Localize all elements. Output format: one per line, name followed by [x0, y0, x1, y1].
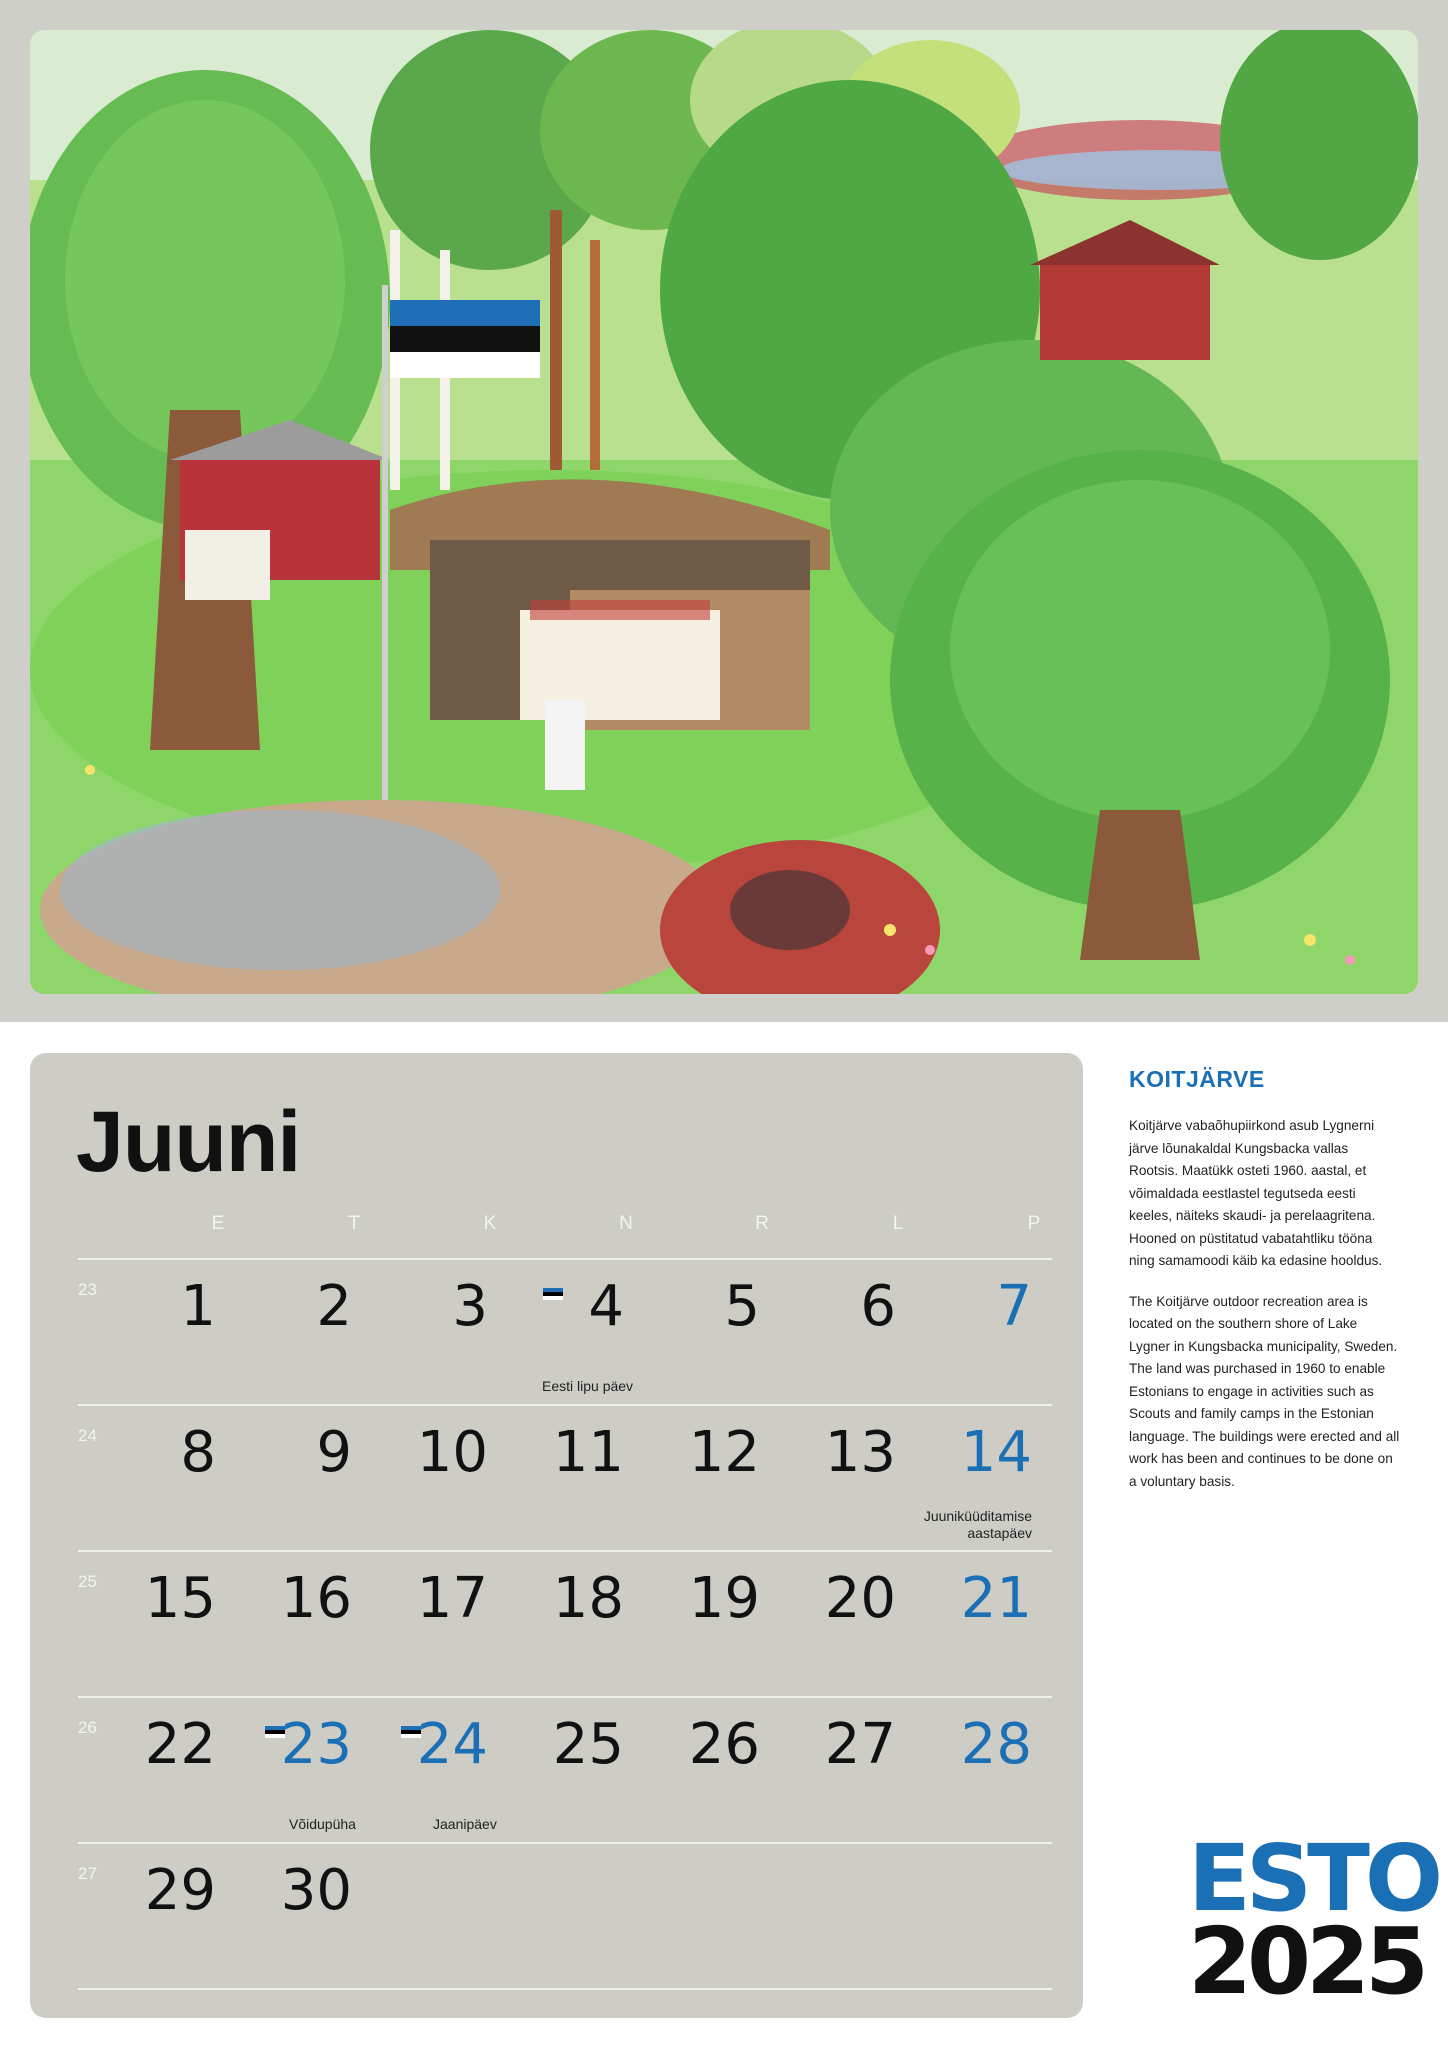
- calendar-panel: [30, 1053, 1083, 2018]
- day-cell-sunday: 14: [960, 1420, 1032, 1485]
- week-number: 27: [78, 1864, 97, 1883]
- esto-2025-logo: [1188, 1825, 1439, 2015]
- day-cell-holiday: 24: [416, 1712, 488, 1777]
- day-cell: 11: [552, 1420, 624, 1485]
- calendar-bottom-rule: [78, 1988, 1052, 1990]
- day-cell: 5: [724, 1274, 760, 1339]
- day-cell-holiday: 23: [280, 1712, 352, 1777]
- description-estonian: Koitjärve vabaõhupiirkond asub Lygnerni järve lõunakaldal Kungsbacka vallas Rootsis. Maatükk osteti 1960. aastal, et võimaldada eestlastel tegutseda eesti keeles, näiteks skaudi- ja perelaagritena. Hooned on püstitatud vabatahtliku tööna ning samamoodi käib ka edasine hooldus.: [1129, 1118, 1383, 1268]
- side-column: [1129, 1066, 1401, 1511]
- week-row-23: [78, 1258, 1052, 1406]
- week-row-27: [78, 1842, 1052, 1990]
- day-cell: 10: [416, 1420, 488, 1485]
- watercolor-illustration: [30, 30, 1418, 994]
- weekday-sat: L: [892, 1213, 904, 1234]
- description-english: The Koitjärve outdoor recreation area is located on the southern shore of Lake Lygner in Kungsbacka municipality, Sweden. The land was purchased in 1960 to enable Estonians to engage in activities such as Scouts and family camps in the Estonian language. The buildings were erected and all work has been and continues to be done on a voluntary basis.: [1129, 1293, 1400, 1489]
- illustration-art: [30, 30, 1418, 994]
- day-cell: 4: [588, 1274, 624, 1339]
- day-cell: 27: [824, 1712, 896, 1777]
- weekday-thu: N: [619, 1213, 633, 1234]
- holiday-label-deportation: [898, 1508, 1032, 1542]
- week-number: 25: [78, 1572, 97, 1591]
- day-cell: 29: [144, 1858, 216, 1923]
- holiday-label-line: aastapäev: [967, 1525, 1032, 1541]
- day-cell-sunday: 28: [960, 1712, 1032, 1777]
- logo-word: ESTO: [1188, 1825, 1439, 1932]
- weekday-sun: P: [1027, 1213, 1041, 1234]
- day-cell: 30: [280, 1858, 352, 1923]
- day-cell: 12: [688, 1420, 760, 1485]
- day-cell: 25: [552, 1712, 624, 1777]
- day-cell-sunday: 7: [996, 1274, 1032, 1339]
- holiday-label-midsummer: Jaanipäev: [433, 1816, 497, 1832]
- day-cell: 18: [552, 1566, 624, 1631]
- holiday-label-line: Juuniküüditamise: [923, 1508, 1032, 1524]
- week-row-24: [78, 1404, 1052, 1552]
- top-band: [0, 0, 1448, 1022]
- logo-year: 2025: [1188, 1908, 1425, 2015]
- week-row-25: [78, 1550, 1052, 1698]
- day-cell: 22: [144, 1712, 216, 1777]
- day-cell: 8: [180, 1420, 216, 1485]
- day-cell: 3: [452, 1274, 488, 1339]
- side-title: KOITJÄRVE: [1129, 1066, 1265, 1092]
- day-cell-sunday: 21: [960, 1566, 1032, 1631]
- weekday-tue: T: [348, 1213, 360, 1234]
- day-cell: 16: [280, 1566, 352, 1631]
- day-cell: 19: [688, 1566, 760, 1631]
- day-cell: 1: [180, 1274, 216, 1339]
- week-number: 23: [78, 1280, 97, 1299]
- day-cell: 13: [824, 1420, 896, 1485]
- day-cell: 2: [316, 1274, 352, 1339]
- holiday-label-flag-day: Eesti lipu päev: [542, 1378, 634, 1394]
- week-number: 24: [78, 1426, 97, 1445]
- day-cell: 6: [860, 1274, 896, 1339]
- day-cell: 20: [824, 1566, 896, 1631]
- holiday-label-victory-day: Võidupüha: [289, 1816, 356, 1832]
- week-number: 26: [78, 1718, 97, 1737]
- week-row-26: [78, 1696, 1052, 1844]
- weekday-mon: E: [211, 1213, 225, 1234]
- day-cell: 17: [416, 1566, 488, 1631]
- weekday-fri: R: [755, 1213, 769, 1234]
- month-title: Juuni: [76, 1094, 301, 1190]
- weekday-wed: K: [483, 1213, 497, 1234]
- day-cell: 26: [688, 1712, 760, 1777]
- day-cell: 9: [316, 1420, 352, 1485]
- day-cell: 15: [144, 1566, 216, 1631]
